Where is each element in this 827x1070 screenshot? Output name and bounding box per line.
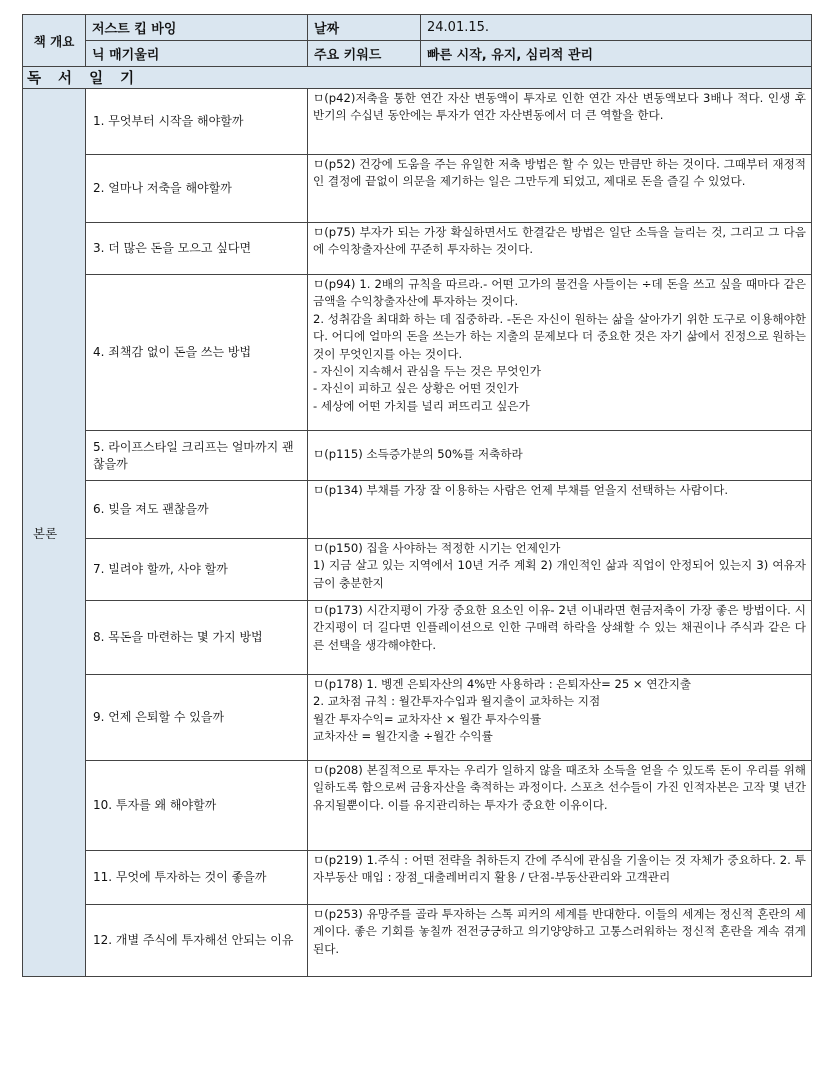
question-cell: 5. 라이프스타일 크리프는 얼마까지 괜찮을까 <box>86 431 308 481</box>
answer-cell <box>308 275 812 431</box>
question-cell: 7. 빌려야 할까, 사야 할까 <box>86 539 308 601</box>
body-row <box>23 275 812 431</box>
answer-line: 월간 투자수익= 교차자산 × 월간 투자수익률 <box>313 711 542 726</box>
book-title: 저스트 킵 바잉 <box>86 15 308 41</box>
date-value: 24.01.15. <box>421 15 812 41</box>
date-label: 날짜 <box>308 15 421 41</box>
answer-line: ㅁ(p150) 집을 사야하는 적정한 시기는 언제인가 <box>313 541 561 555</box>
overview-label: 책 개요 <box>23 15 86 67</box>
question-cell: 9. 언제 은퇴할 수 있을까 <box>86 675 308 761</box>
answer-line: ㅁ(p52) 건강에 도움을 주는 유일한 저축 방법은 할 수 있는 만큼만 하는 것이다. 그때부터 재정적인 결정에 끝없이 의문을 제기하는 일은 그만두게 되었고, 제대로 돈을 즐길 수 있었다. <box>313 157 806 189</box>
answer-cell <box>308 905 812 977</box>
answer-line: 2. 교차점 규칙 : 월간투자수입과 월지출이 교차하는 지점 <box>313 694 601 709</box>
body-row <box>23 851 812 905</box>
answer-line: 1) 지금 살고 있는 지역에서 10년 거주 계획 2) 개인적인 삶과 직업이 안정되어 있는지 3) 여유자금이 충분한지 <box>313 558 806 590</box>
answer-cell <box>308 539 812 601</box>
answer-line: ㅁ(p178) 1. 벵겐 은퇴자산의 4%만 사용하라 : 은퇴자산= 25 × 연간지출 <box>313 677 692 691</box>
body-row <box>23 155 812 223</box>
body-row <box>23 601 812 675</box>
answer-cell <box>308 601 812 675</box>
answer-line: 2. 성취감을 최대화 하는 데 집중하라. -돈은 자신이 원하는 삶을 살아가기 위한 도구로 이용해야한다. 어디에 얼마의 돈을 쓰는가 하는 지출의 문제보다 더 중요한 것은 자기 삶에서 진정으로 원하는 것이 무엇인지를 아는 것이다. <box>313 311 806 361</box>
overview-row-1 <box>23 15 812 41</box>
answer-line: ㅁ(p94) 1. 2배의 규칙을 따르라.- 어떤 고가의 물건을 사들이는 ÷데 돈을 쓰고 싶을 때마다 같은 금액을 수익창출자산에 투자하는 것이다. <box>313 277 806 309</box>
answer-cell <box>308 481 812 539</box>
answer-cell <box>308 431 812 481</box>
answer-line: ㅁ(p75) 부자가 되는 가장 확실하면서도 한결같은 방법은 일단 소득을 늘리는 것, 그리고 그 다음에 수익창출자산에 꾸준히 투자하는 것이다. <box>313 225 806 257</box>
answer-line: - 자신이 지속해서 관심을 두는 것은 무엇인가 <box>313 364 541 379</box>
answer-line: ㅁ(p253) 유망주를 골라 투자하는 스톡 피커의 세계를 반대한다. 이들의 세계는 정신적 혼란의 세계이다. 좋은 기회를 놓칠까 전전긍긍하고 의기양양하고 고통스러워하는 정신적 혼란을 계속 겪게 된다. <box>313 907 806 956</box>
overview-row-2 <box>23 41 812 67</box>
question-cell: 6. 빚을 져도 괜찮을까 <box>86 481 308 539</box>
keywords-label: 주요 키워드 <box>308 41 421 67</box>
question-cell: 4. 죄책감 없이 돈을 쓰는 방법 <box>86 275 308 431</box>
answer-cell <box>308 155 812 223</box>
answer-line: ㅁ(p42)저축을 통한 연간 자산 변동액이 투자로 인한 연간 자산 변동액보다 3배나 적다. 인생 후반기의 수십년 동안에는 투자가 연간 자산변동에서 더 큰 역할을 한다. <box>313 91 806 123</box>
body-row <box>23 539 812 601</box>
answer-line: ㅁ(p173) 시간지평이 가장 중요한 요소인 이유- 2년 이내라면 현금저축이 가장 좋은 방법이다. 시간지평이 더 길다면 인플레이션으로 인한 구매력 하락을 상쇄할 수 있는 채권이나 주식과 같은 다른 선택을 생각해야한다. <box>313 603 806 652</box>
question-cell: 3. 더 많은 돈을 모으고 싶다면 <box>86 223 308 275</box>
question-cell: 11. 무엇에 투자하는 것이 좋을까 <box>86 851 308 905</box>
question-cell: 8. 목돈을 마련하는 몇 가지 방법 <box>86 601 308 675</box>
answer-line: - 세상에 어떤 가치를 널리 퍼뜨리고 싶은가 <box>313 398 530 413</box>
answer-line: ㅁ(p219) 1.주식 : 어떤 전략을 취하든지 간에 주식에 관심을 기울이는 것 자체가 중요하다. 2. 투자부동산 매입 : 장점_대출레버리지 활용 / 단점-부동산관리와 고객관리 <box>313 853 806 885</box>
section-row <box>23 67 812 89</box>
question-cell: 12. 개별 주식에 투자해선 안되는 이유 <box>86 905 308 977</box>
answer-cell <box>308 761 812 851</box>
body-row <box>23 675 812 761</box>
question-cell: 2. 얼마나 저축을 해야할까 <box>86 155 308 223</box>
question-cell: 1. 무엇부터 시작을 해야할까 <box>86 89 308 155</box>
answer-line: 교차자산 = 월간지출 ÷월간 수익률 <box>313 729 493 744</box>
answer-cell <box>308 675 812 761</box>
section-title: 독 서 일 기 <box>23 67 812 89</box>
answer-cell <box>308 851 812 905</box>
reading-journal-sheet <box>22 14 811 977</box>
answer-line: ㅁ(p115) 소득증가분의 50%를 저축하라 <box>313 447 523 462</box>
answer-cell <box>308 223 812 275</box>
body-row <box>23 761 812 851</box>
book-author: 닉 매기울리 <box>86 41 308 67</box>
body-row <box>23 481 812 539</box>
reading-journal-table <box>22 14 812 977</box>
answer-line: ㅁ(p134) 부채를 가장 잘 이용하는 사람은 언제 부채를 얻을지 선택하는 사람이다. <box>313 483 729 497</box>
body-row <box>23 905 812 977</box>
body-row <box>23 89 812 155</box>
body-row <box>23 223 812 275</box>
body-row <box>23 431 812 481</box>
body-label: 본론 <box>23 89 86 977</box>
question-cell: 10. 투자를 왜 해야할까 <box>86 761 308 851</box>
answer-line: ㅁ(p208) 본질적으로 투자는 우리가 일하지 않을 때조차 소득을 얻을 수 있도록 돈이 우리를 위해 일하도록 함으로써 금융자산을 축적하는 과정이다. 스포츠 선수들이 가진 인적자본은 고작 몇 년간 유지될뿐이다. 이를 유지관리하는 투자가 중요한 이유이다. <box>313 763 806 812</box>
answer-cell <box>308 89 812 155</box>
answer-line: - 자신이 피하고 싶은 상황은 어떤 것인가 <box>313 381 519 396</box>
keywords-value: 빠른 시작, 유지, 심리적 관리 <box>421 41 812 67</box>
